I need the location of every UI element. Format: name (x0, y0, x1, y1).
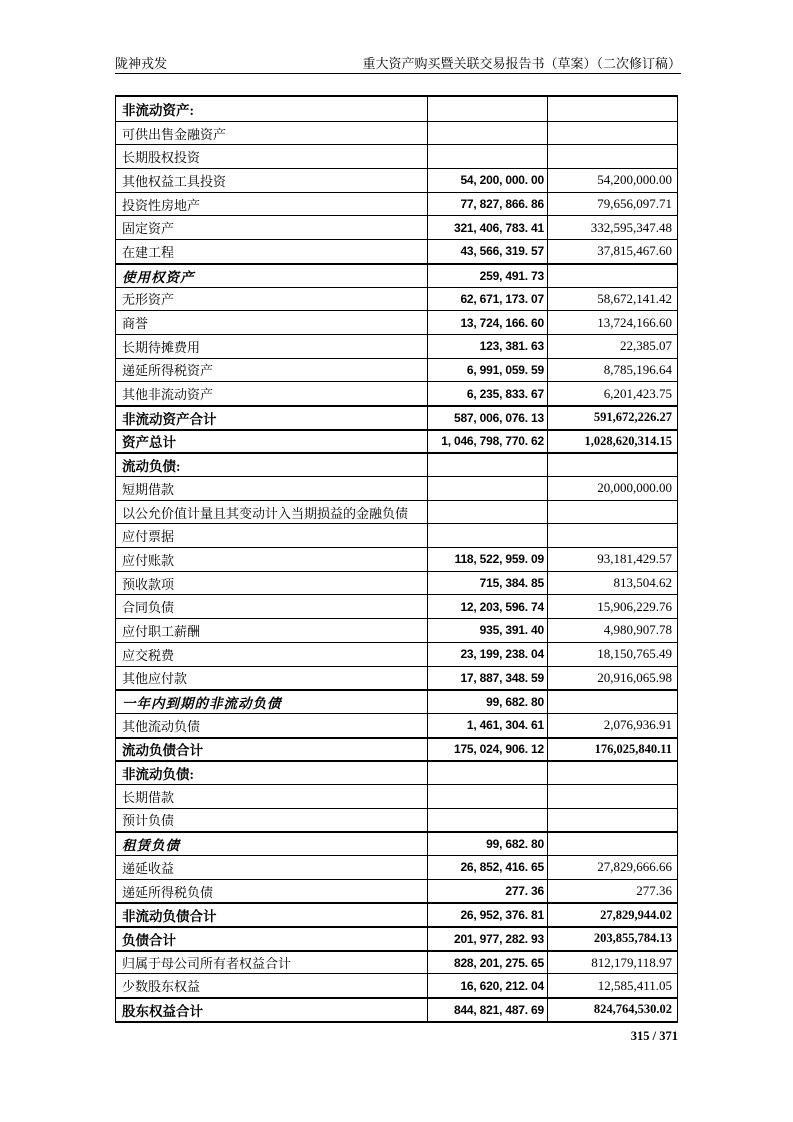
table-row (116, 168, 677, 192)
table-row (116, 760, 677, 784)
current-period-amount (428, 477, 548, 500)
prior-period-amount (548, 691, 677, 713)
table-row (116, 429, 677, 453)
prior-period-amount: 54,200,000.00 (597, 172, 672, 188)
table-row (116, 358, 677, 382)
prior-period-amount: 20,000,000.00 (597, 480, 672, 496)
current-period-amount (428, 785, 548, 808)
prior-period-amount: 813,504.62 (613, 575, 672, 591)
table-row (116, 287, 677, 311)
current-period-amount: 715, 384. 85 (428, 572, 548, 595)
current-period-amount: 844, 821, 487. 69 (428, 999, 548, 1021)
prior-period-amount: 203,855,784.13 (593, 931, 672, 946)
prior-period-amount (548, 454, 677, 476)
row-label: 非流动资产: (116, 97, 428, 121)
table-row (116, 263, 677, 287)
row-label: 递延所得税负债 (116, 880, 428, 903)
prior-period-amount: 591,672,226.27 (593, 410, 672, 425)
table-row (116, 215, 677, 239)
table-row (116, 713, 677, 737)
current-period-amount (428, 762, 548, 784)
prior-period-amount: 15,906,229.76 (597, 598, 672, 614)
table-row (116, 571, 677, 595)
row-label: 资产总计 (116, 431, 428, 453)
row-label: 长期股权投资 (116, 145, 428, 168)
prior-period-amount: 18,150,765.49 (597, 646, 672, 662)
table-row (116, 737, 677, 761)
current-period-amount (428, 524, 548, 547)
row-label: 一年内到期的非流动负债 (116, 691, 428, 713)
table-row (116, 831, 677, 855)
prior-period-amount: 12,585,411.05 (597, 977, 672, 993)
table-row (116, 784, 677, 808)
row-label: 租赁负债 (116, 833, 428, 855)
current-period-amount: 12, 203, 596. 74 (428, 595, 548, 618)
row-label: 股东权益合计 (116, 999, 428, 1021)
table-row (116, 618, 677, 642)
prior-period-amount: 20,916,065.98 (597, 669, 672, 685)
table-row (116, 97, 677, 121)
current-period-amount: 6, 991, 059. 59 (428, 359, 548, 382)
row-label: 其他流动负债 (116, 714, 428, 737)
row-label: 负债合计 (116, 928, 428, 950)
table-row (116, 926, 677, 950)
table-row (116, 310, 677, 334)
prior-period-amount: 332,595,347.48 (590, 219, 672, 235)
page-number: 315 / 371 (630, 1029, 678, 1043)
row-label: 应付票据 (116, 524, 428, 547)
table-row (116, 902, 677, 926)
row-label: 以公允价值计量且其变动计入当期损益的金融负债 (116, 501, 428, 524)
prior-period-amount: 93,181,429.57 (597, 551, 672, 567)
prior-period-amount (548, 762, 677, 784)
row-label: 归属于母公司所有者权益合计 (116, 952, 428, 974)
table-row (116, 500, 677, 524)
table-row (116, 689, 677, 713)
row-label: 其他非流动资产 (116, 382, 428, 405)
current-period-amount (428, 145, 548, 168)
prior-period-amount: 176,025,840.11 (594, 741, 672, 756)
prior-period-amount: 27,829,666.66 (597, 859, 672, 875)
prior-period-amount (548, 122, 677, 145)
row-label: 流动负债: (116, 454, 428, 476)
table-row (116, 523, 677, 547)
current-period-amount: 99, 682. 80 (428, 833, 548, 855)
table-row (116, 594, 677, 618)
current-period-amount: 43, 566, 319. 57 (428, 240, 548, 263)
table-row (116, 808, 677, 832)
table-row (116, 405, 677, 429)
prior-period-amount (548, 265, 677, 287)
row-label: 在建工程 (116, 240, 428, 263)
current-period-amount: 123, 381. 63 (428, 335, 548, 358)
prior-period-amount (548, 809, 677, 832)
current-period-amount: 13, 724, 166. 60 (428, 311, 548, 334)
row-label: 预收款项 (116, 572, 428, 595)
prior-period-amount: 27,829,944.02 (600, 907, 672, 922)
current-period-amount: 17, 887, 348. 59 (428, 667, 548, 690)
row-label: 非流动负债合计 (116, 904, 428, 926)
balance-sheet-table (115, 95, 678, 1023)
current-period-amount: 277. 36 (428, 880, 548, 903)
prior-period-amount (548, 524, 677, 547)
row-label: 应交税费 (116, 643, 428, 666)
table-row (116, 855, 677, 879)
row-label: 长期待摊费用 (116, 335, 428, 358)
table-row (116, 121, 677, 145)
row-label: 递延所得税资产 (116, 359, 428, 382)
current-period-amount (428, 501, 548, 524)
current-period-amount: 1, 046, 798, 770. 62 (428, 431, 548, 453)
current-period-amount: 62, 671, 173. 07 (428, 288, 548, 311)
prior-period-amount: 4,980,907.78 (603, 622, 672, 638)
prior-period-amount: 8,785,196.64 (603, 361, 672, 377)
current-period-amount: 175, 024, 906. 12 (428, 739, 548, 761)
row-label: 少数股东权益 (116, 974, 428, 997)
prior-period-amount: 58,672,141.42 (597, 290, 672, 306)
current-period-amount: 23, 199, 238. 04 (428, 643, 548, 666)
row-label: 商誉 (116, 311, 428, 334)
current-period-amount: 26, 852, 416. 65 (428, 856, 548, 879)
table-row (116, 192, 677, 216)
prior-period-amount (548, 97, 677, 121)
current-period-amount: 6, 235, 833. 67 (428, 382, 548, 405)
current-period-amount: 99, 682. 80 (428, 691, 548, 713)
row-label: 使用权资产 (116, 265, 428, 287)
table-row (116, 950, 677, 974)
row-label: 其他权益工具投资 (116, 169, 428, 192)
table-row (116, 973, 677, 997)
current-period-amount (428, 809, 548, 832)
row-label: 应付账款 (116, 548, 428, 571)
row-label: 合同负债 (116, 595, 428, 618)
prior-period-amount: 22,385.07 (620, 338, 672, 354)
current-period-amount (428, 454, 548, 476)
current-period-amount: 16, 620, 212. 04 (428, 974, 548, 997)
table-row (116, 879, 677, 903)
current-period-amount: 118, 522, 959. 09 (428, 548, 548, 571)
current-period-amount: 54, 200, 000. 00 (428, 169, 548, 192)
prior-period-amount (548, 785, 677, 808)
table-row (116, 144, 677, 168)
row-label: 其他应付款 (116, 667, 428, 690)
current-period-amount: 259, 491. 73 (428, 265, 548, 287)
prior-period-amount: 277.36 (636, 883, 672, 899)
row-label: 非流动资产合计 (116, 407, 428, 429)
current-period-amount: 828, 201, 275. 65 (428, 952, 548, 974)
table-row (116, 997, 677, 1021)
table-row (116, 452, 677, 476)
table-row (116, 239, 677, 263)
table-row (116, 476, 677, 500)
current-period-amount (428, 122, 548, 145)
prior-period-amount: 37,815,467.60 (597, 243, 672, 259)
row-label: 非流动负债: (116, 762, 428, 784)
table-row (116, 666, 677, 690)
table-row (116, 547, 677, 571)
current-period-amount: 321, 406, 783. 41 (428, 216, 548, 239)
current-period-amount: 201, 977, 282. 93 (428, 928, 548, 950)
row-label: 固定资产 (116, 216, 428, 239)
current-period-amount: 587, 006, 076. 13 (428, 407, 548, 429)
row-label: 可供出售金融资产 (116, 122, 428, 145)
row-label: 短期借款 (116, 477, 428, 500)
current-period-amount: 26, 952, 376. 81 (428, 904, 548, 926)
current-period-amount (428, 97, 548, 121)
table-row (116, 642, 677, 666)
row-label: 投资性房地产 (116, 193, 428, 216)
prior-period-amount: 2,076,936.91 (603, 717, 672, 733)
prior-period-amount: 6,201,423.75 (603, 385, 672, 401)
report-title: 重大资产购买暨关联交易报告书（草案）（二次修订稿） (362, 56, 681, 71)
prior-period-amount: 13,724,166.60 (597, 314, 672, 330)
prior-period-amount (548, 501, 677, 524)
row-label: 递延收益 (116, 856, 428, 879)
prior-period-amount (548, 833, 677, 855)
table-row (116, 381, 677, 405)
current-period-amount: 1, 461, 304. 61 (428, 714, 548, 737)
prior-period-amount (548, 145, 677, 168)
prior-period-amount: 812,179,118.97 (591, 954, 672, 970)
row-label: 无形资产 (116, 288, 428, 311)
row-label: 应付职工薪酬 (116, 619, 428, 642)
company-short-name: 陇神戎发 (115, 56, 168, 71)
header-rule (115, 73, 681, 74)
prior-period-amount: 824,764,530.02 (593, 1002, 672, 1017)
row-label: 预计负债 (116, 809, 428, 832)
prior-period-amount: 79,656,097.71 (597, 196, 672, 212)
row-label: 长期借款 (116, 785, 428, 808)
row-label: 流动负债合计 (116, 739, 428, 761)
current-period-amount: 77, 827, 866. 86 (428, 193, 548, 216)
prior-period-amount: 1,028,620,314.15 (584, 433, 672, 448)
current-period-amount: 935, 391. 40 (428, 619, 548, 642)
table-row (116, 334, 677, 358)
